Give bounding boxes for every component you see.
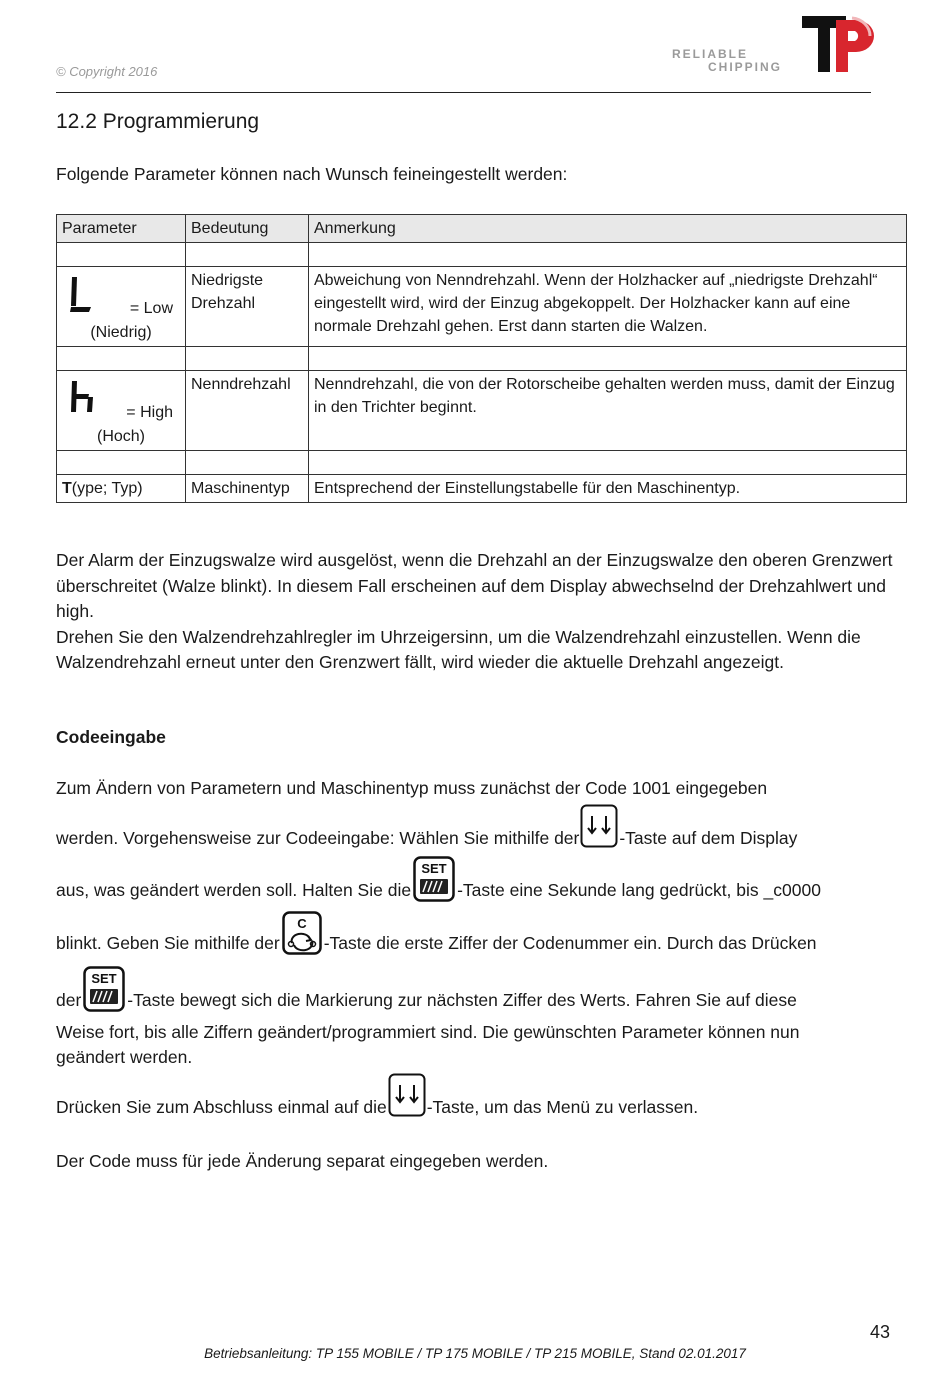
brand-line-1: RELIABLE	[672, 47, 748, 61]
code-line-5b: -Taste bewegt sich die Markierung zur nächsten Ziffer des Werts. Fahren Sie auf diese	[127, 990, 797, 1010]
set-key-label: SET	[421, 861, 447, 876]
note-type: Entsprechend der Einstellungstabelle für den Maschinentyp.	[309, 475, 907, 503]
meaning-low: Niedrigste Drehzahl	[186, 267, 309, 347]
code-line-2a: werden. Vorgehensweise zur Codeeingabe: Wählen Sie mithilfe der	[56, 828, 580, 848]
code-line-4	[56, 911, 817, 955]
table-row-low	[57, 267, 907, 347]
table-row-high	[57, 371, 907, 451]
header-rule	[56, 92, 871, 93]
code-line-8b: -Taste, um das Menü zu verlassen.	[426, 1097, 699, 1117]
table-row-type	[57, 475, 907, 503]
param-high-cell	[57, 371, 186, 451]
brand-line-2: CHIPPING	[708, 60, 783, 74]
code-line-8a: Drücken Sie zum Abschluss einmal auf die	[56, 1097, 387, 1117]
code-line-3	[56, 856, 821, 902]
code-line-6: Weise fort, bis alle Ziffern geändert/programmiert sind. Die gewünschten Parameter können nun	[56, 1022, 800, 1042]
header-parameter: Parameter	[57, 215, 186, 243]
c-key-label: C	[297, 916, 307, 931]
code-line-5a: der	[56, 990, 82, 1010]
display-h-glyph-icon	[69, 379, 95, 417]
brand-tagline	[672, 48, 792, 74]
note-low: Abweichung von Nenndrehzahl. Wenn der Holzhacker auf „niedrigste Drehzahl“ eingestellt wird, wird der Einzug abgekoppelt. Der Holzhacker kann auf eine normale Drehzahl gehen. Erst dann starten die Walzen.	[309, 267, 907, 347]
set-key-label: SET	[91, 971, 117, 986]
code-line-3b: -Taste eine Sekunde lang gedrückt, bis _c0000	[457, 880, 821, 900]
set-key-icon	[413, 856, 455, 902]
code-line-2b: -Taste auf dem Display	[619, 828, 798, 848]
down-arrows-key-icon	[388, 1073, 426, 1117]
set-key-icon	[83, 966, 125, 1012]
alarm-text-2: Drehen Sie den Walzendrehzahlregler im Uhrzeigersinn, um die Walzendrehzahl einzustellen. Wenn die Walzendrehzahl erneut unter den Grenzwert fällt, wird wieder die aktuelle Drehzahl angezeigt.	[56, 626, 861, 672]
alarm-paragraph	[56, 548, 906, 676]
param-type-rest: (ype; Typ)	[71, 480, 143, 497]
code-line-1: Zum Ändern von Parametern und Maschinentyp muss zunächst der Code 1001 eingegeben	[56, 778, 768, 798]
copyright-notice: © Copyright 2016	[56, 64, 158, 79]
footer-text: Betriebsanleitung: TP 155 MOBILE / TP 175 MOBILE / TP 215 MOBILE, Stand 02.01.2017	[204, 1346, 746, 1361]
tp-logo	[800, 14, 874, 76]
down-arrows-key-icon	[580, 804, 618, 848]
intro-text: Folgende Parameter können nach Wunsch feineingestellt werden:	[56, 164, 568, 184]
code-line-9: Der Code muss für jede Änderung separat eingegeben werden.	[56, 1151, 549, 1171]
alarm-text-1: Der Alarm der Einzugswalze wird ausgelöst, wenn die Drehzahl an der Einzugswalze den oberen Grenzwert überschreitet (Walze blinkt). In diesem Fall erscheinen auf dem Display abwechselnd der Drehzahlwert und high.	[56, 550, 893, 621]
header-anmerkung: Anmerkung	[309, 215, 907, 243]
param-type-cell	[57, 475, 186, 503]
param-high-sub: (Hoch)	[96, 428, 145, 445]
table-spacer-row	[57, 347, 907, 371]
code-line-8	[56, 1073, 698, 1118]
code-line-4a: blinkt. Geben Sie mithilfe der	[56, 933, 280, 953]
table-header-row	[57, 215, 907, 243]
parameter-table	[56, 214, 907, 503]
param-high-eq: = High	[126, 404, 173, 421]
code-line-5	[56, 966, 797, 1012]
code-line-2	[56, 804, 797, 849]
meaning-type: Maschinentyp	[186, 475, 309, 503]
note-high: Nenndrehzahl, die von der Rotorscheibe gehalten werden muss, damit der Einzug in den Trichter beginnt.	[309, 371, 907, 451]
code-line-3a: aus, was geändert werden soll. Halten Sie die	[56, 880, 412, 900]
code-heading: Codeeingabe	[56, 727, 166, 747]
header-bedeutung: Bedeutung	[186, 215, 309, 243]
table-spacer-row	[57, 451, 907, 475]
meaning-high: Nenndrehzahl	[186, 371, 309, 451]
param-low-eq: = Low	[129, 300, 173, 317]
c-key-icon	[282, 911, 322, 955]
param-low-cell	[57, 267, 186, 347]
code-line-7: geändert werden.	[56, 1047, 193, 1067]
param-type-bold: T	[62, 480, 72, 497]
section-title: 12.2 Programmierung	[56, 110, 260, 133]
code-line-4b: -Taste die erste Ziffer der Codenummer ein. Durch das Drücken	[323, 933, 817, 953]
table-spacer-row	[57, 243, 907, 267]
display-l-glyph-icon	[69, 275, 95, 313]
param-low-sub: (Niedrig)	[90, 324, 152, 341]
page-number: 43	[870, 1322, 891, 1342]
